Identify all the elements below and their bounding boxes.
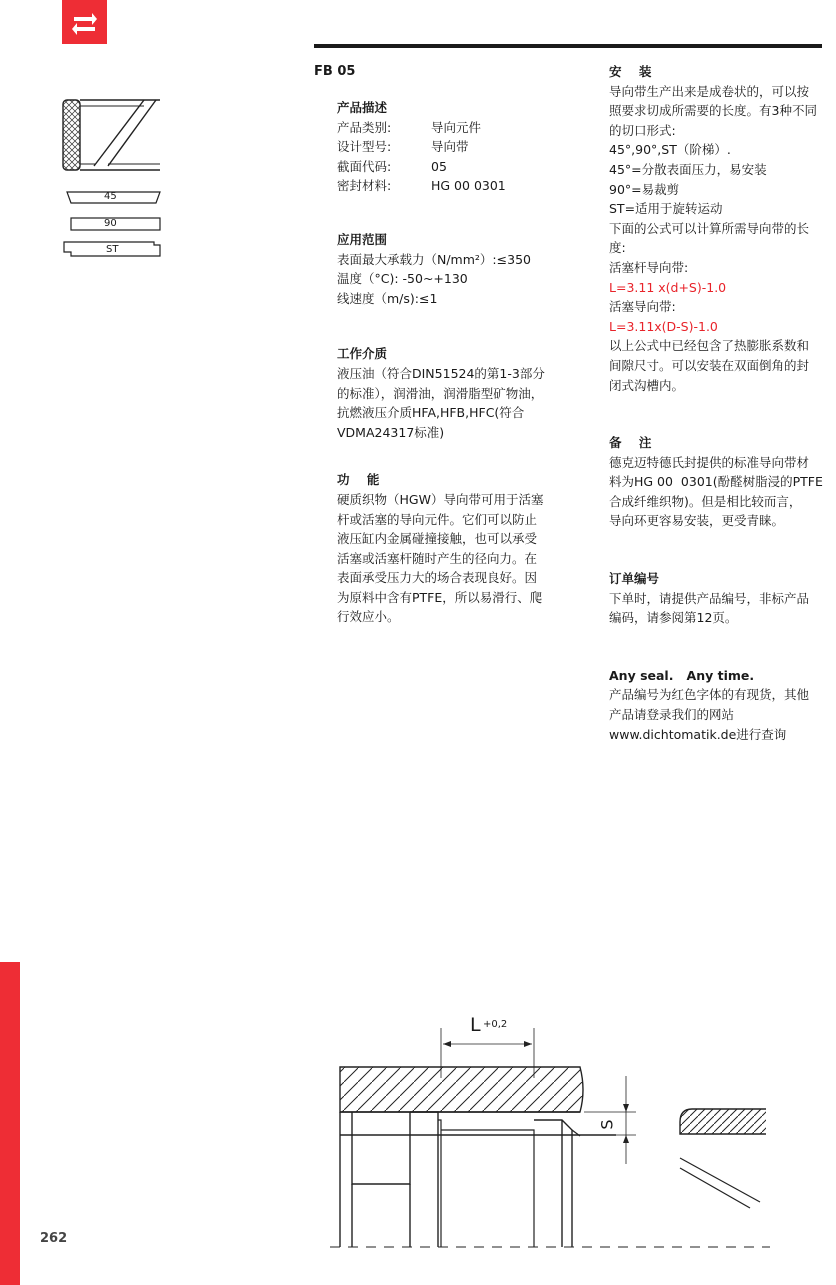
func-line: 为原料中含有PTFE，所以易滑行、爬 — [337, 589, 543, 605]
piston-formula: L=3.11x(D-S)-1.0 — [609, 318, 718, 334]
install-line: 90°=易裁剪 — [609, 181, 680, 197]
install-line: 的切口形式: — [609, 122, 676, 138]
install-note-line: 以上公式中已经包含了热膨胀系数和 — [609, 338, 810, 354]
dim-s-label: S — [597, 1119, 617, 1130]
rod-label: 活塞杆导向带: — [609, 259, 689, 275]
install-note-line: 间隙尺寸。可以安装在双面倒角的封 — [609, 357, 810, 373]
piston-label: 活塞导向带: — [609, 299, 676, 315]
side-red-bar — [0, 962, 20, 1285]
desc-row: 截面代码: 05 — [337, 158, 447, 174]
any-line: 产品请登录我们的网站 — [609, 707, 735, 723]
func-title: 功 能 — [337, 472, 380, 488]
func-line: 行效应小。 — [337, 609, 400, 625]
media-line: 抗燃液压介质HFA,HFB,HFC(符合 — [337, 405, 525, 421]
func-line: 硬质织物（HGW）导向带可用于活塞 — [337, 491, 544, 507]
install-line: 45°=分散表面压力，易安装 — [609, 161, 767, 177]
install-line: 导向带生产出来是成卷状的，可以按 — [609, 83, 810, 99]
desc-row: 设计型号: 导向带 — [337, 139, 469, 155]
profile-label-st: ST — [106, 244, 119, 255]
install-line: 度: — [609, 240, 626, 256]
rod-formula: L=3.11 x(d+S)-1.0 — [609, 279, 727, 295]
app-title: 应用范围 — [337, 231, 388, 247]
install-line: ST=适用于旋转运动 — [609, 201, 723, 217]
arrows-icon — [62, 0, 107, 44]
order-title: 订单编号 — [609, 571, 660, 587]
desc-title: 产品描述 — [337, 100, 388, 115]
product-code: FB 05 — [314, 64, 356, 79]
func-line: 表面承受压力大的场合表现良好。因 — [337, 570, 538, 586]
media-line: VDMA24317标准) — [337, 424, 445, 440]
any-seal-title: Any seal. Any time. — [609, 667, 755, 683]
desc-row: 密封材料: HG 00 0301 — [337, 178, 506, 194]
install-line: 下面的公式可以计算所需导向带的长 — [609, 220, 810, 236]
installation-drawing — [330, 1012, 770, 1252]
install-line: 照要求切成所需要的长度。有3种不同 — [609, 103, 817, 119]
page-number: 262 — [40, 1231, 68, 1246]
left-column — [337, 98, 559, 627]
install-note-line: 闭式沟槽内。 — [609, 377, 685, 393]
header-rule — [314, 44, 822, 48]
profile-label-90: 90 — [104, 218, 117, 229]
cross-section-diagram — [60, 96, 164, 176]
app-line: 温度（°C): -50~+130 — [337, 271, 468, 287]
func-line: 杆或活塞的导向元件。它们可以防止 — [337, 511, 538, 527]
func-line: 活塞或活塞杆随时产生的径向力。在 — [337, 550, 538, 566]
remark-line: 德克迈特德氏封提供的标准导向带材 — [609, 454, 810, 470]
remark-line: 料为HG 00 0301(酚醛树脂浸的PTFE — [609, 474, 823, 490]
remark-line: 合成纤维织物)。但是相比较而言， — [609, 493, 802, 509]
right-column — [609, 62, 831, 744]
dim-l-tolerance: +0,2 — [483, 1019, 508, 1030]
func-line: 液压缸内金属碰撞接触，也可以承受 — [337, 531, 538, 547]
app-line: 线速度（m/s):≤1 — [337, 290, 438, 306]
order-line: 下单时，请提供产品编号，非标产品 — [609, 590, 810, 606]
desc-row: 产品类别: 导向元件 — [337, 119, 482, 135]
dim-l-label: L — [470, 1014, 481, 1036]
media-line: 的标准），润滑油，润滑脂型矿物油， — [337, 385, 544, 401]
media-line: 液压油（符合DIN51524的第1-3部分 — [337, 365, 545, 381]
app-line: 表面最大承载力（N/mm²）:≤350 — [337, 251, 531, 267]
brand-logo — [62, 0, 107, 44]
install-title: 安 装 — [609, 64, 652, 79]
media-title: 工作介质 — [337, 346, 388, 362]
profile-label-45: 45 — [104, 191, 117, 202]
any-line: www.dichtomatik.de进行查询 — [609, 726, 787, 742]
any-line: 产品编号为红色字体的有现货，其他 — [609, 687, 810, 703]
order-line: 编码，请参阅第12页。 — [609, 610, 738, 626]
remark-line: 导向环更容易安装，更受青睐。 — [609, 513, 785, 529]
remark-title: 备 注 — [609, 435, 652, 451]
install-line: 45°,90°,ST（阶梯）. — [609, 142, 731, 158]
